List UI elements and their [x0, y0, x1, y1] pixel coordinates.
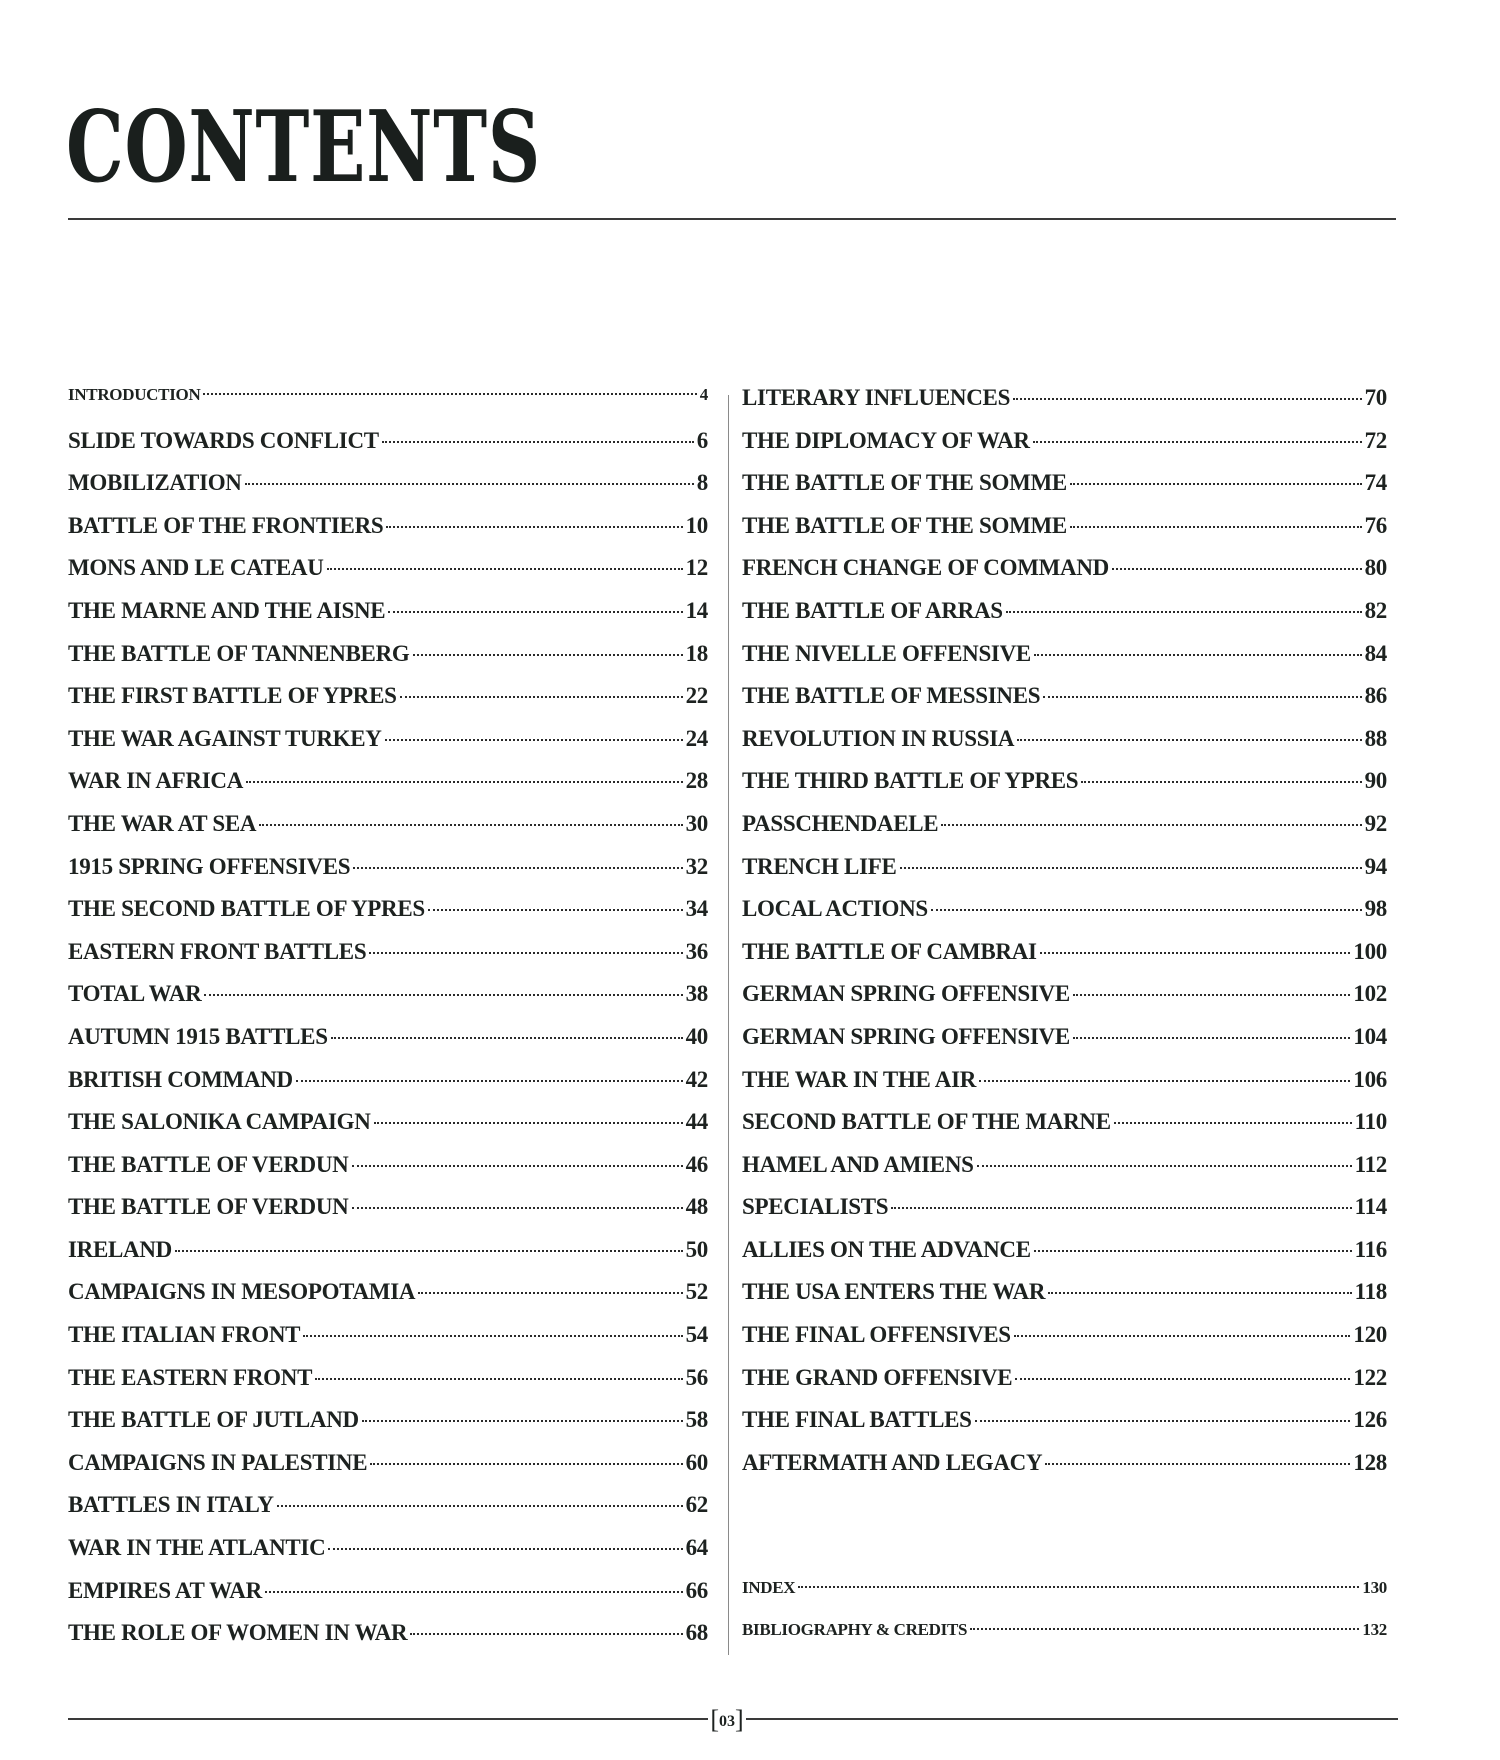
dot-leader: [328, 1548, 682, 1550]
toc-entry[interactable]: [742, 981, 1387, 1024]
toc-entry[interactable]: [68, 428, 708, 471]
toc-entry-title: THE NIVELLE OFFENSIVE: [742, 640, 1031, 666]
dot-leader: [941, 824, 1361, 826]
toc-entry-page: 126: [1353, 1407, 1387, 1433]
dot-leader: [370, 1463, 682, 1465]
toc-entry-title: THE FIRST BATTLE OF YPRES: [68, 683, 397, 709]
dot-leader: [265, 1591, 683, 1593]
toc-entry-page: 42: [685, 1066, 708, 1092]
toc-entry[interactable]: [742, 1194, 1387, 1237]
toc-entry-page: 34: [685, 896, 708, 922]
toc-entry-page: 12: [685, 555, 708, 581]
toc-entry-title: REVOLUTION IN RUSSIA: [742, 725, 1015, 751]
toc-entry-page: 32: [685, 853, 708, 879]
toc-entry[interactable]: [742, 683, 1387, 726]
toc-entry-page: 48: [685, 1194, 708, 1220]
toc-entry-title: THE GRAND OFFENSIVE: [742, 1364, 1013, 1390]
toc-entry[interactable]: [742, 428, 1387, 471]
toc-entry-title: THE BATTLE OF MESSINES: [742, 683, 1041, 709]
toc-entry[interactable]: [68, 1279, 708, 1322]
toc-entry-title: EMPIRES AT WAR: [68, 1577, 262, 1603]
toc-entry-page: 128: [1353, 1449, 1387, 1475]
toc-entry[interactable]: [742, 811, 1387, 854]
dot-leader: [352, 1207, 683, 1209]
dot-leader: [970, 1628, 1359, 1630]
dot-leader: [1015, 1378, 1350, 1380]
toc-entry[interactable]: [742, 1450, 1387, 1493]
toc-entry-title: SPECIALISTS: [742, 1194, 889, 1220]
toc-entry-title: BRITISH COMMAND: [68, 1066, 293, 1092]
toc-entry[interactable]: [68, 811, 708, 854]
dot-leader: [931, 909, 1362, 911]
toc-entry-title: THE THIRD BATTLE OF YPRES: [742, 768, 1079, 794]
toc-entry[interactable]: [68, 854, 708, 897]
toc-entry[interactable]: [68, 1152, 708, 1195]
dot-leader: [1034, 1250, 1352, 1252]
dot-leader: [413, 654, 683, 656]
toc-entry-title: LITERARY INFLUENCES: [742, 385, 1011, 410]
dot-leader: [203, 393, 696, 395]
dot-leader: [1045, 1463, 1350, 1465]
toc-entry-page: 64: [685, 1535, 708, 1561]
dot-leader: [1043, 696, 1361, 698]
toc-entry-page: 122: [1353, 1364, 1387, 1390]
toc-entry[interactable]: [742, 1152, 1387, 1195]
column-divider: [728, 395, 729, 1655]
toc-entry-title: WAR IN THE ATLANTIC: [68, 1535, 326, 1561]
toc-entry-page: 58: [685, 1407, 708, 1433]
dot-leader: [386, 526, 682, 528]
dot-leader: [418, 1292, 682, 1294]
toc-entry-page: 10: [685, 512, 708, 538]
toc-entry-page: 24: [685, 725, 708, 751]
dot-leader: [1013, 398, 1362, 400]
toc-entry[interactable]: [742, 1365, 1387, 1408]
dot-leader: [1112, 568, 1362, 570]
toc-entry-title: THE WAR IN THE AIR: [742, 1066, 977, 1092]
toc-entry[interactable]: [742, 1620, 1387, 1663]
toc-entry-title: MONS AND LE CATEAU: [68, 555, 324, 581]
toc-entry-title: CAMPAIGNS IN MESOPOTAMIA: [68, 1279, 416, 1305]
toc-entry-title: THE BATTLE OF VERDUN: [68, 1194, 349, 1220]
dot-leader: [1040, 952, 1351, 954]
toc-entry[interactable]: [742, 470, 1387, 513]
toc-entry[interactable]: [742, 555, 1387, 598]
toc-entry-title: BATTLE OF THE FRONTIERS: [68, 512, 384, 538]
toc-entry-page: 72: [1364, 427, 1387, 453]
column-spacer: [742, 1492, 1387, 1577]
toc-entry[interactable]: [68, 641, 708, 684]
dot-leader: [977, 1165, 1352, 1167]
toc-entry[interactable]: [68, 768, 708, 811]
toc-entry-title: THE BATTLE OF JUTLAND: [68, 1407, 359, 1433]
dot-leader: [798, 1586, 1359, 1588]
dot-leader: [296, 1080, 683, 1082]
toc-entry-title: INDEX: [742, 1577, 796, 1597]
toc-entry-page: 76: [1364, 512, 1387, 538]
toc-entry-title: PASSCHENDAELE: [742, 810, 939, 836]
dot-leader: [382, 441, 694, 443]
dot-leader: [315, 1378, 682, 1380]
toc-entry-title: GERMAN SPRING OFFENSIVE: [742, 981, 1070, 1007]
dot-leader: [900, 867, 1362, 869]
toc-entry-title: THE BATTLE OF THE SOMME: [742, 470, 1067, 496]
toc-entry[interactable]: [742, 1024, 1387, 1067]
toc-entry-page: 118: [1354, 1279, 1387, 1305]
dot-leader: [388, 611, 682, 613]
toc-entry-page: 44: [685, 1109, 708, 1135]
toc-entry-title: MOBILIZATION: [68, 470, 242, 496]
toc-entry[interactable]: [68, 1024, 708, 1067]
toc-entry[interactable]: [68, 1535, 708, 1578]
dot-leader: [245, 483, 694, 485]
toc-entry[interactable]: [68, 1067, 708, 1110]
dot-leader: [1073, 994, 1350, 996]
toc-entry[interactable]: [68, 726, 708, 769]
dot-leader: [1048, 1292, 1351, 1294]
toc-entry[interactable]: [68, 1322, 708, 1365]
toc-entry-title: AUTUMN 1915 BATTLES: [68, 1023, 328, 1049]
toc-right-column: [742, 385, 1387, 1663]
toc-entry[interactable]: [68, 939, 708, 982]
toc-entry[interactable]: [68, 1492, 708, 1535]
dot-leader: [331, 1037, 683, 1039]
dot-leader: [385, 739, 683, 741]
toc-entry-page: 66: [685, 1577, 708, 1603]
toc-entry[interactable]: [742, 939, 1387, 982]
toc-entry-title: THE ITALIAN FRONT: [68, 1322, 301, 1348]
footer-rule-left: [68, 1718, 708, 1720]
toc-entry-page: 104: [1353, 1023, 1387, 1049]
toc-entry-page: 82: [1364, 597, 1387, 623]
dot-leader: [259, 824, 682, 826]
toc-entry-page: 110: [1354, 1109, 1387, 1135]
toc-entry-page: 94: [1364, 853, 1387, 879]
toc-entry-title: 1915 SPRING OFFENSIVES: [68, 853, 351, 879]
toc-entry-page: 8: [696, 470, 708, 496]
toc-entry-page: 4: [699, 385, 708, 404]
toc-entry-title: THE ROLE OF WOMEN IN WAR: [68, 1620, 408, 1646]
toc-entry[interactable]: [742, 1279, 1387, 1322]
toc-entry-page: 50: [685, 1236, 708, 1262]
toc-entry-page: 52: [685, 1279, 708, 1305]
toc-entry-page: 40: [685, 1023, 708, 1049]
toc-entry-title: THE WAR AT SEA: [68, 810, 257, 836]
dot-leader: [1081, 781, 1361, 783]
toc-entry-page: 88: [1364, 725, 1387, 751]
footer-rule-right: [746, 1718, 1398, 1720]
toc-entry-title: INTRODUCTION: [68, 385, 201, 404]
toc-entry-title: THE BATTLE OF TANNENBERG: [68, 640, 410, 666]
toc-entry-page: 90: [1364, 768, 1387, 794]
toc-entry-title: THE BATTLE OF ARRAS: [742, 597, 1003, 623]
toc-entry-title: EASTERN FRONT BATTLES: [68, 938, 367, 964]
toc-entry-title: AFTERMATH AND LEGACY: [742, 1449, 1043, 1475]
toc-entry-page: 18: [685, 640, 708, 666]
toc-entry-page: 22: [685, 683, 708, 709]
toc-entry-title: CAMPAIGNS IN PALESTINE: [68, 1449, 368, 1475]
toc-entry-title: THE WAR AGAINST TURKEY: [68, 725, 382, 751]
toc-entry[interactable]: [68, 385, 708, 428]
toc-entry[interactable]: [68, 513, 708, 556]
dot-leader: [362, 1420, 683, 1422]
toc-entry-page: 56: [685, 1364, 708, 1390]
toc-entry-title: TRENCH LIFE: [742, 853, 897, 879]
toc-entry-page: 14: [685, 597, 708, 623]
toc-entry[interactable]: [68, 555, 708, 598]
toc-entry-page: 80: [1364, 555, 1387, 581]
toc-entry[interactable]: [68, 1450, 708, 1493]
toc-entry[interactable]: [68, 896, 708, 939]
toc-entry-page: 28: [685, 768, 708, 794]
toc-entry-page: 130: [1362, 1577, 1387, 1597]
dot-leader: [979, 1080, 1350, 1082]
dot-leader: [1014, 1335, 1351, 1337]
toc-entry-page: 6: [696, 427, 708, 453]
toc-entry[interactable]: [68, 1237, 708, 1280]
toc-entry-page: 106: [1353, 1066, 1387, 1092]
toc-entry-page: 62: [685, 1492, 708, 1518]
dot-leader: [1070, 526, 1362, 528]
toc-entry-title: THE MARNE AND THE AISNE: [68, 597, 386, 623]
dot-leader: [410, 1633, 682, 1635]
toc-entry[interactable]: [68, 470, 708, 513]
page-title: CONTENTS: [66, 90, 541, 205]
toc-entry-title: THE USA ENTERS THE WAR: [742, 1279, 1046, 1305]
toc-entry[interactable]: [68, 1620, 708, 1663]
toc-entry[interactable]: [742, 385, 1387, 428]
toc-entry[interactable]: [742, 854, 1387, 897]
dot-leader: [1034, 654, 1362, 656]
toc-entry-title: ALLIES ON THE ADVANCE: [742, 1236, 1031, 1262]
dot-leader: [400, 696, 683, 698]
toc-entry[interactable]: [742, 1237, 1387, 1280]
toc-entry[interactable]: [742, 1067, 1387, 1110]
dot-leader: [1114, 1122, 1352, 1124]
dot-leader: [327, 568, 683, 570]
toc-entry-title: FRENCH CHANGE OF COMMAND: [742, 555, 1109, 581]
toc-entry[interactable]: [742, 513, 1387, 556]
toc-entry[interactable]: [68, 1365, 708, 1408]
dot-leader: [1073, 1037, 1350, 1039]
toc-entry-page: 30: [685, 810, 708, 836]
toc-entry-title: THE BATTLE OF CAMBRAI: [742, 938, 1037, 964]
toc-entry[interactable]: [68, 981, 708, 1024]
toc-entry[interactable]: [742, 641, 1387, 684]
toc-entry-page: 98: [1364, 896, 1387, 922]
toc-entry[interactable]: [68, 598, 708, 641]
toc-entry-title: LOCAL ACTIONS: [742, 896, 928, 922]
dot-leader: [1070, 483, 1362, 485]
toc-entry-title: THE FINAL OFFENSIVES: [742, 1322, 1011, 1348]
dot-leader: [204, 994, 682, 996]
toc-entry-page: 86: [1364, 683, 1387, 709]
toc-entry-page: 132: [1362, 1620, 1387, 1640]
toc-entry[interactable]: [68, 683, 708, 726]
toc-entry[interactable]: [742, 896, 1387, 939]
toc-entry-title: THE FINAL BATTLES: [742, 1407, 972, 1433]
toc-entry-page: 70: [1364, 385, 1387, 410]
toc-entry-page: 38: [685, 981, 708, 1007]
toc-entry-title: BATTLES IN ITALY: [68, 1492, 274, 1518]
dot-leader: [175, 1250, 683, 1252]
toc-left-column: [68, 385, 708, 1663]
toc-entry[interactable]: [68, 1194, 708, 1237]
dot-leader: [352, 1165, 683, 1167]
dot-leader: [369, 952, 682, 954]
toc-entry-page: 68: [685, 1620, 708, 1646]
toc-entry[interactable]: [742, 1578, 1387, 1621]
toc-entry[interactable]: [742, 598, 1387, 641]
toc-entry-title: HAMEL AND AMIENS: [742, 1151, 974, 1177]
toc-entry-title: THE EASTERN FRONT: [68, 1364, 313, 1390]
toc-entry-title: THE SECOND BATTLE OF YPRES: [68, 896, 425, 922]
toc-entry-page: 36: [685, 938, 708, 964]
toc-entry-title: WAR IN AFRICA: [68, 768, 244, 794]
toc-entry[interactable]: [742, 726, 1387, 769]
toc-entry-title: GERMAN SPRING OFFENSIVE: [742, 1023, 1070, 1049]
toc-entry-page: 102: [1353, 981, 1387, 1007]
toc-entry[interactable]: [68, 1407, 708, 1450]
toc-entry[interactable]: [742, 1109, 1387, 1152]
toc-entry-title: SLIDE TOWARDS CONFLICT: [68, 427, 379, 453]
dot-leader: [1006, 611, 1362, 613]
toc-entry[interactable]: [742, 1322, 1387, 1365]
toc-entry-page: 46: [685, 1151, 708, 1177]
dot-leader: [277, 1505, 683, 1507]
toc-entry[interactable]: [742, 1407, 1387, 1450]
toc-entry-title: TOTAL WAR: [68, 981, 202, 1007]
title-rule: [68, 218, 1396, 220]
toc-entry-page: 54: [685, 1322, 708, 1348]
toc-entry-page: 112: [1354, 1151, 1387, 1177]
page-folio: [03]: [710, 1705, 744, 1734]
toc-entry-page: 100: [1353, 938, 1387, 964]
toc-entry-title: THE BATTLE OF VERDUN: [68, 1151, 349, 1177]
dot-leader: [891, 1207, 1351, 1209]
dot-leader: [353, 867, 682, 869]
dot-leader: [374, 1122, 683, 1124]
toc-entry-page: 114: [1354, 1194, 1387, 1220]
toc-entry-title: THE SALONIKA CAMPAIGN: [68, 1109, 371, 1135]
toc-entry-title: THE DIPLOMACY OF WAR: [742, 427, 1030, 453]
toc-entry-title: IRELAND: [68, 1236, 172, 1262]
toc-entry-page: 120: [1353, 1322, 1387, 1348]
toc-entry-page: 84: [1364, 640, 1387, 666]
toc-entry-page: 116: [1354, 1236, 1387, 1262]
toc-entry-page: 92: [1364, 810, 1387, 836]
dot-leader: [1033, 441, 1362, 443]
dot-leader: [1017, 739, 1361, 741]
toc-entry-page: 74: [1364, 470, 1387, 496]
dot-leader: [246, 781, 683, 783]
toc-entry[interactable]: [742, 768, 1387, 811]
dot-leader: [303, 1335, 682, 1337]
toc-entry[interactable]: [68, 1578, 708, 1621]
toc-entry-title: BIBLIOGRAPHY & CREDITS: [742, 1620, 968, 1640]
toc-entry-title: SECOND BATTLE OF THE MARNE: [742, 1109, 1111, 1135]
page-number: 03: [719, 1713, 735, 1730]
toc-entry-page: 60: [685, 1449, 708, 1475]
dot-leader: [975, 1420, 1351, 1422]
toc-entry-title: THE BATTLE OF THE SOMME: [742, 512, 1067, 538]
toc-entry[interactable]: [68, 1109, 708, 1152]
dot-leader: [428, 909, 683, 911]
